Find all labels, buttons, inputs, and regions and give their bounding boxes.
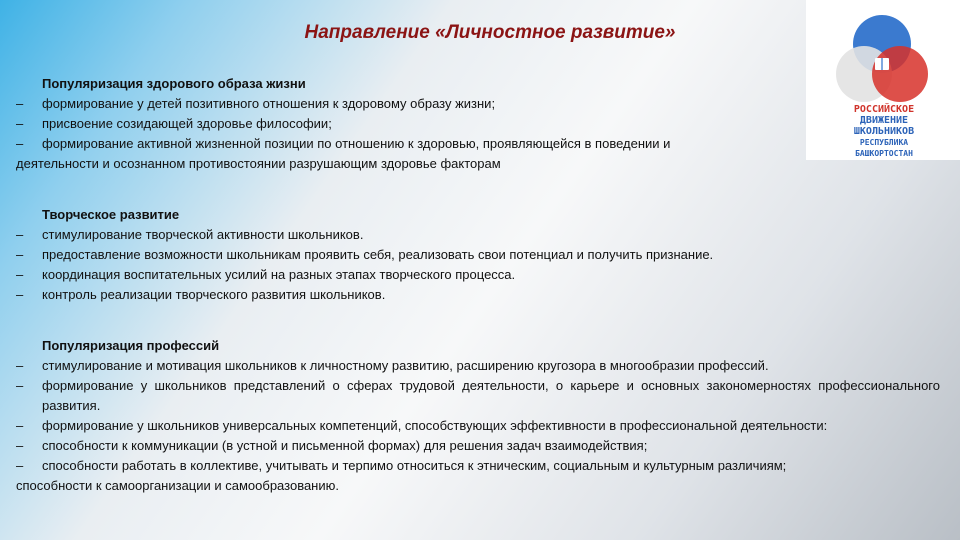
section-professions: [16, 336, 940, 496]
section-heading: Творческое развитие: [42, 207, 180, 222]
list-item: – формирование у школьников представлений о сферах трудовой деятельности, о карьере и основных закономерностях профессионального развития.: [16, 378, 940, 413]
list-item: – стимулирование творческой активности школьников.: [16, 227, 364, 242]
page-title: Направление «Личностное развитие»: [304, 22, 676, 43]
list-item: – предоставление возможности школьникам проявить себя, реализовать свои потенциал и получить признание.: [16, 247, 714, 262]
section-health: [16, 74, 940, 174]
list-item: – присвоение созидающей здоровье философии;: [16, 116, 332, 131]
section-heading: Популяризация здорового образа жизни: [42, 76, 306, 91]
list-item: – координация воспитательных усилий на разных этапах творческого процесса.: [16, 267, 516, 282]
trailing-text: способности к самоорганизации и самообразованию.: [16, 478, 339, 493]
logo-text-line2: ДВИЖЕНИЕ ШКОЛЬНИКОВ: [853, 115, 915, 137]
trailing-text: деятельности и осознанном противостоянии разрушающим здоровье факторам: [16, 156, 501, 171]
section-creative: [16, 205, 940, 305]
list-item: – формирование у школьников универсальных компетенций, способствующих эффективности в профессиональной деятельности:: [16, 418, 828, 433]
list-item: – способности к коммуникации (в устной и письменной формах) для решения задач взаимодействия;: [16, 438, 648, 453]
list-item: – способности работать в коллективе, учитывать и терпимо относиться к этническим, социальным и культурным различиям;: [16, 458, 787, 473]
list-item: – контроль реализации творческого развития школьников.: [16, 287, 386, 302]
list-item: – стимулирование и мотивация школьников к личностному развитию, расширению кругозора в многообразии профессий.: [16, 358, 769, 373]
logo-text-line1: РОССИЙСКОЕ: [853, 104, 915, 115]
section-heading: Популяризация профессий: [42, 338, 220, 353]
list-item: – формирование у детей позитивного отношения к здоровому образу жизни;: [16, 96, 496, 111]
logo-text-line3: РЕСПУБЛИКА БАШКОРТОСТАН: [855, 138, 913, 158]
list-item: – формирование активной жизненной позиции по отношению к здоровью, проявляющейся в поведении и: [16, 136, 671, 151]
